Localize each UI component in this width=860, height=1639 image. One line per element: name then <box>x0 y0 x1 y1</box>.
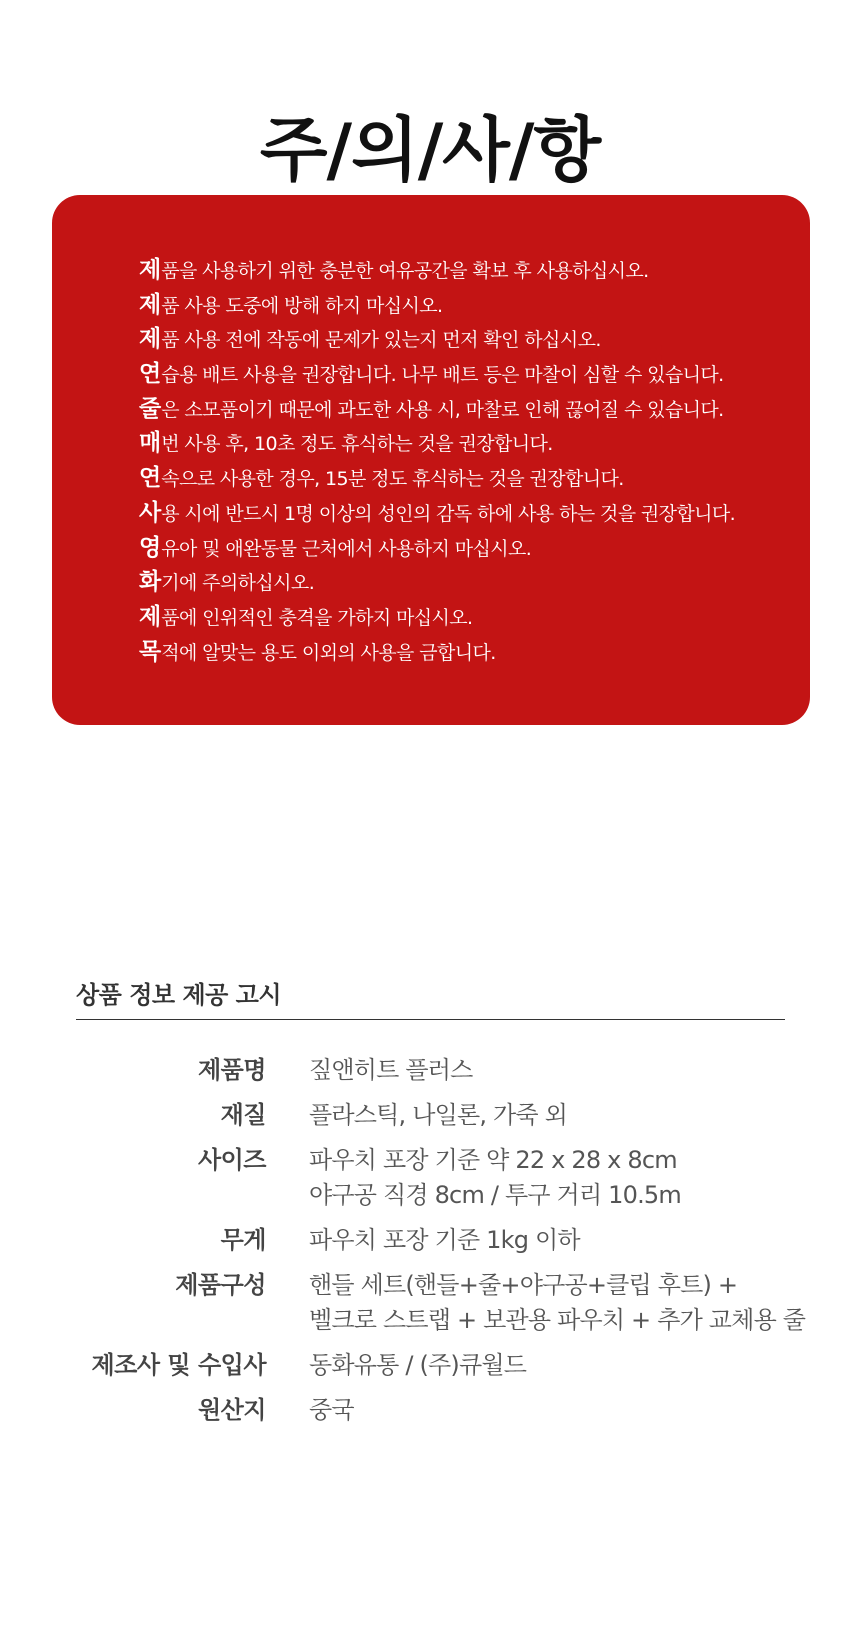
caution-initial: 화 <box>139 569 162 596</box>
caution-text: 기에 주의하십시오. <box>161 572 315 595</box>
info-row-weight <box>76 1223 785 1258</box>
caution-item <box>139 253 735 288</box>
info-row-product-name <box>76 1053 785 1088</box>
info-value-line: 중국 <box>309 1396 354 1424</box>
info-label: 원산지 <box>197 1396 266 1424</box>
info-value-line: 파우치 포장 기준 1kg 이하 <box>309 1226 580 1254</box>
caution-text: 은 소모품이기 때문에 과도한 사용 시, 마찰로 인해 끊어질 수 있습니다. <box>161 398 724 421</box>
info-value <box>309 1393 354 1428</box>
info-label: 사이즈 <box>197 1146 266 1174</box>
info-value-line: 동화유통 / (주)큐월드 <box>309 1351 527 1379</box>
product-info-heading: 상품 정보 제공 고시 <box>76 981 282 1009</box>
info-value-line: 파우치 포장 기준 약 22 x 28 x 8cm <box>309 1146 677 1174</box>
caution-text: 품을 사용하기 위한 충분한 여유공간을 확보 후 사용하십시오. <box>161 260 649 282</box>
caution-text: 용 시에 반드시 1명 이상의 성인의 감독 하에 사용 하는 것을 권장합니다. <box>161 502 736 525</box>
caution-initial: 연 <box>139 465 162 492</box>
caution-initial: 사 <box>139 499 162 526</box>
caution-item <box>139 357 735 392</box>
caution-initial: 제 <box>139 257 162 283</box>
info-label: 재질 <box>220 1101 266 1129</box>
caution-text: 적에 알맞는 용도 이외의 사용을 금합니다. <box>161 641 496 664</box>
caution-text: 유아 및 애완동물 근처에서 사용하지 마십시오. <box>161 537 532 560</box>
caution-initial: 매 <box>139 430 162 457</box>
caution-item <box>139 531 735 566</box>
caution-item <box>139 565 735 600</box>
caution-item <box>139 600 735 635</box>
info-row-manufacturer <box>76 1348 785 1383</box>
caution-initial: 영 <box>139 534 162 561</box>
caution-initial: 제 <box>139 326 162 353</box>
caution-item <box>139 496 735 531</box>
info-label: 제조사 및 수입사 <box>91 1351 266 1379</box>
info-value <box>309 1268 805 1338</box>
info-value-line: 벨크로 스트랩 + 보관용 파우치 + 추가 교체용 줄 <box>309 1306 806 1334</box>
caution-text: 습용 배트 사용을 권장합니다. 나무 배트 등은 마찰이 심할 수 있습니다. <box>161 364 724 387</box>
caution-text: 번 사용 후, 10초 정도 휴식하는 것을 권장합니다. <box>161 433 553 456</box>
caution-item <box>139 426 735 461</box>
caution-initial: 줄 <box>139 395 162 422</box>
caution-item <box>139 461 735 496</box>
caution-text: 품 사용 전에 작동에 문제가 있는지 먼저 확인 하십시오. <box>161 329 601 352</box>
info-value-line: 짚앤히트 플러스 <box>309 1056 473 1084</box>
caution-item <box>139 392 735 427</box>
info-row-size <box>76 1143 785 1213</box>
caution-text: 속으로 사용한 경우, 15분 정도 휴식하는 것을 권장합니다. <box>161 468 624 491</box>
product-info-table <box>76 1053 806 1438</box>
heading-divider <box>76 1019 785 1020</box>
caution-item <box>139 635 735 670</box>
info-value <box>309 1098 567 1133</box>
info-row-components <box>76 1268 806 1338</box>
info-label: 제품구성 <box>175 1271 266 1299</box>
info-row-material <box>76 1098 785 1133</box>
caution-item <box>139 322 735 357</box>
info-value <box>309 1143 681 1213</box>
info-value-line: 핸들 세트(핸들+줄+야구공+클립 후트) + <box>309 1271 738 1299</box>
info-value <box>309 1223 580 1258</box>
caution-text: 품에 인위적인 충격을 가하지 마십시오. <box>161 606 473 629</box>
info-value <box>309 1053 473 1088</box>
info-label: 제품명 <box>197 1056 266 1084</box>
caution-item <box>139 288 735 323</box>
page-title: 주/의/사/항 <box>259 108 601 191</box>
caution-initial: 목 <box>139 638 162 665</box>
info-row-origin <box>76 1393 785 1428</box>
info-value <box>309 1348 526 1383</box>
caution-list <box>139 253 735 669</box>
info-value-line: 야구공 직경 8cm / 투구 거리 10.5m <box>309 1181 681 1209</box>
info-value-line: 플라스틱, 나일론, 가죽 외 <box>309 1101 567 1129</box>
caution-initial: 제 <box>139 603 162 630</box>
caution-initial: 제 <box>139 291 162 318</box>
product-info-section <box>76 975 806 1424</box>
info-label: 무게 <box>220 1226 266 1254</box>
caution-text: 품 사용 도중에 방해 하지 마십시오. <box>161 294 443 317</box>
caution-initial: 연 <box>139 361 162 388</box>
